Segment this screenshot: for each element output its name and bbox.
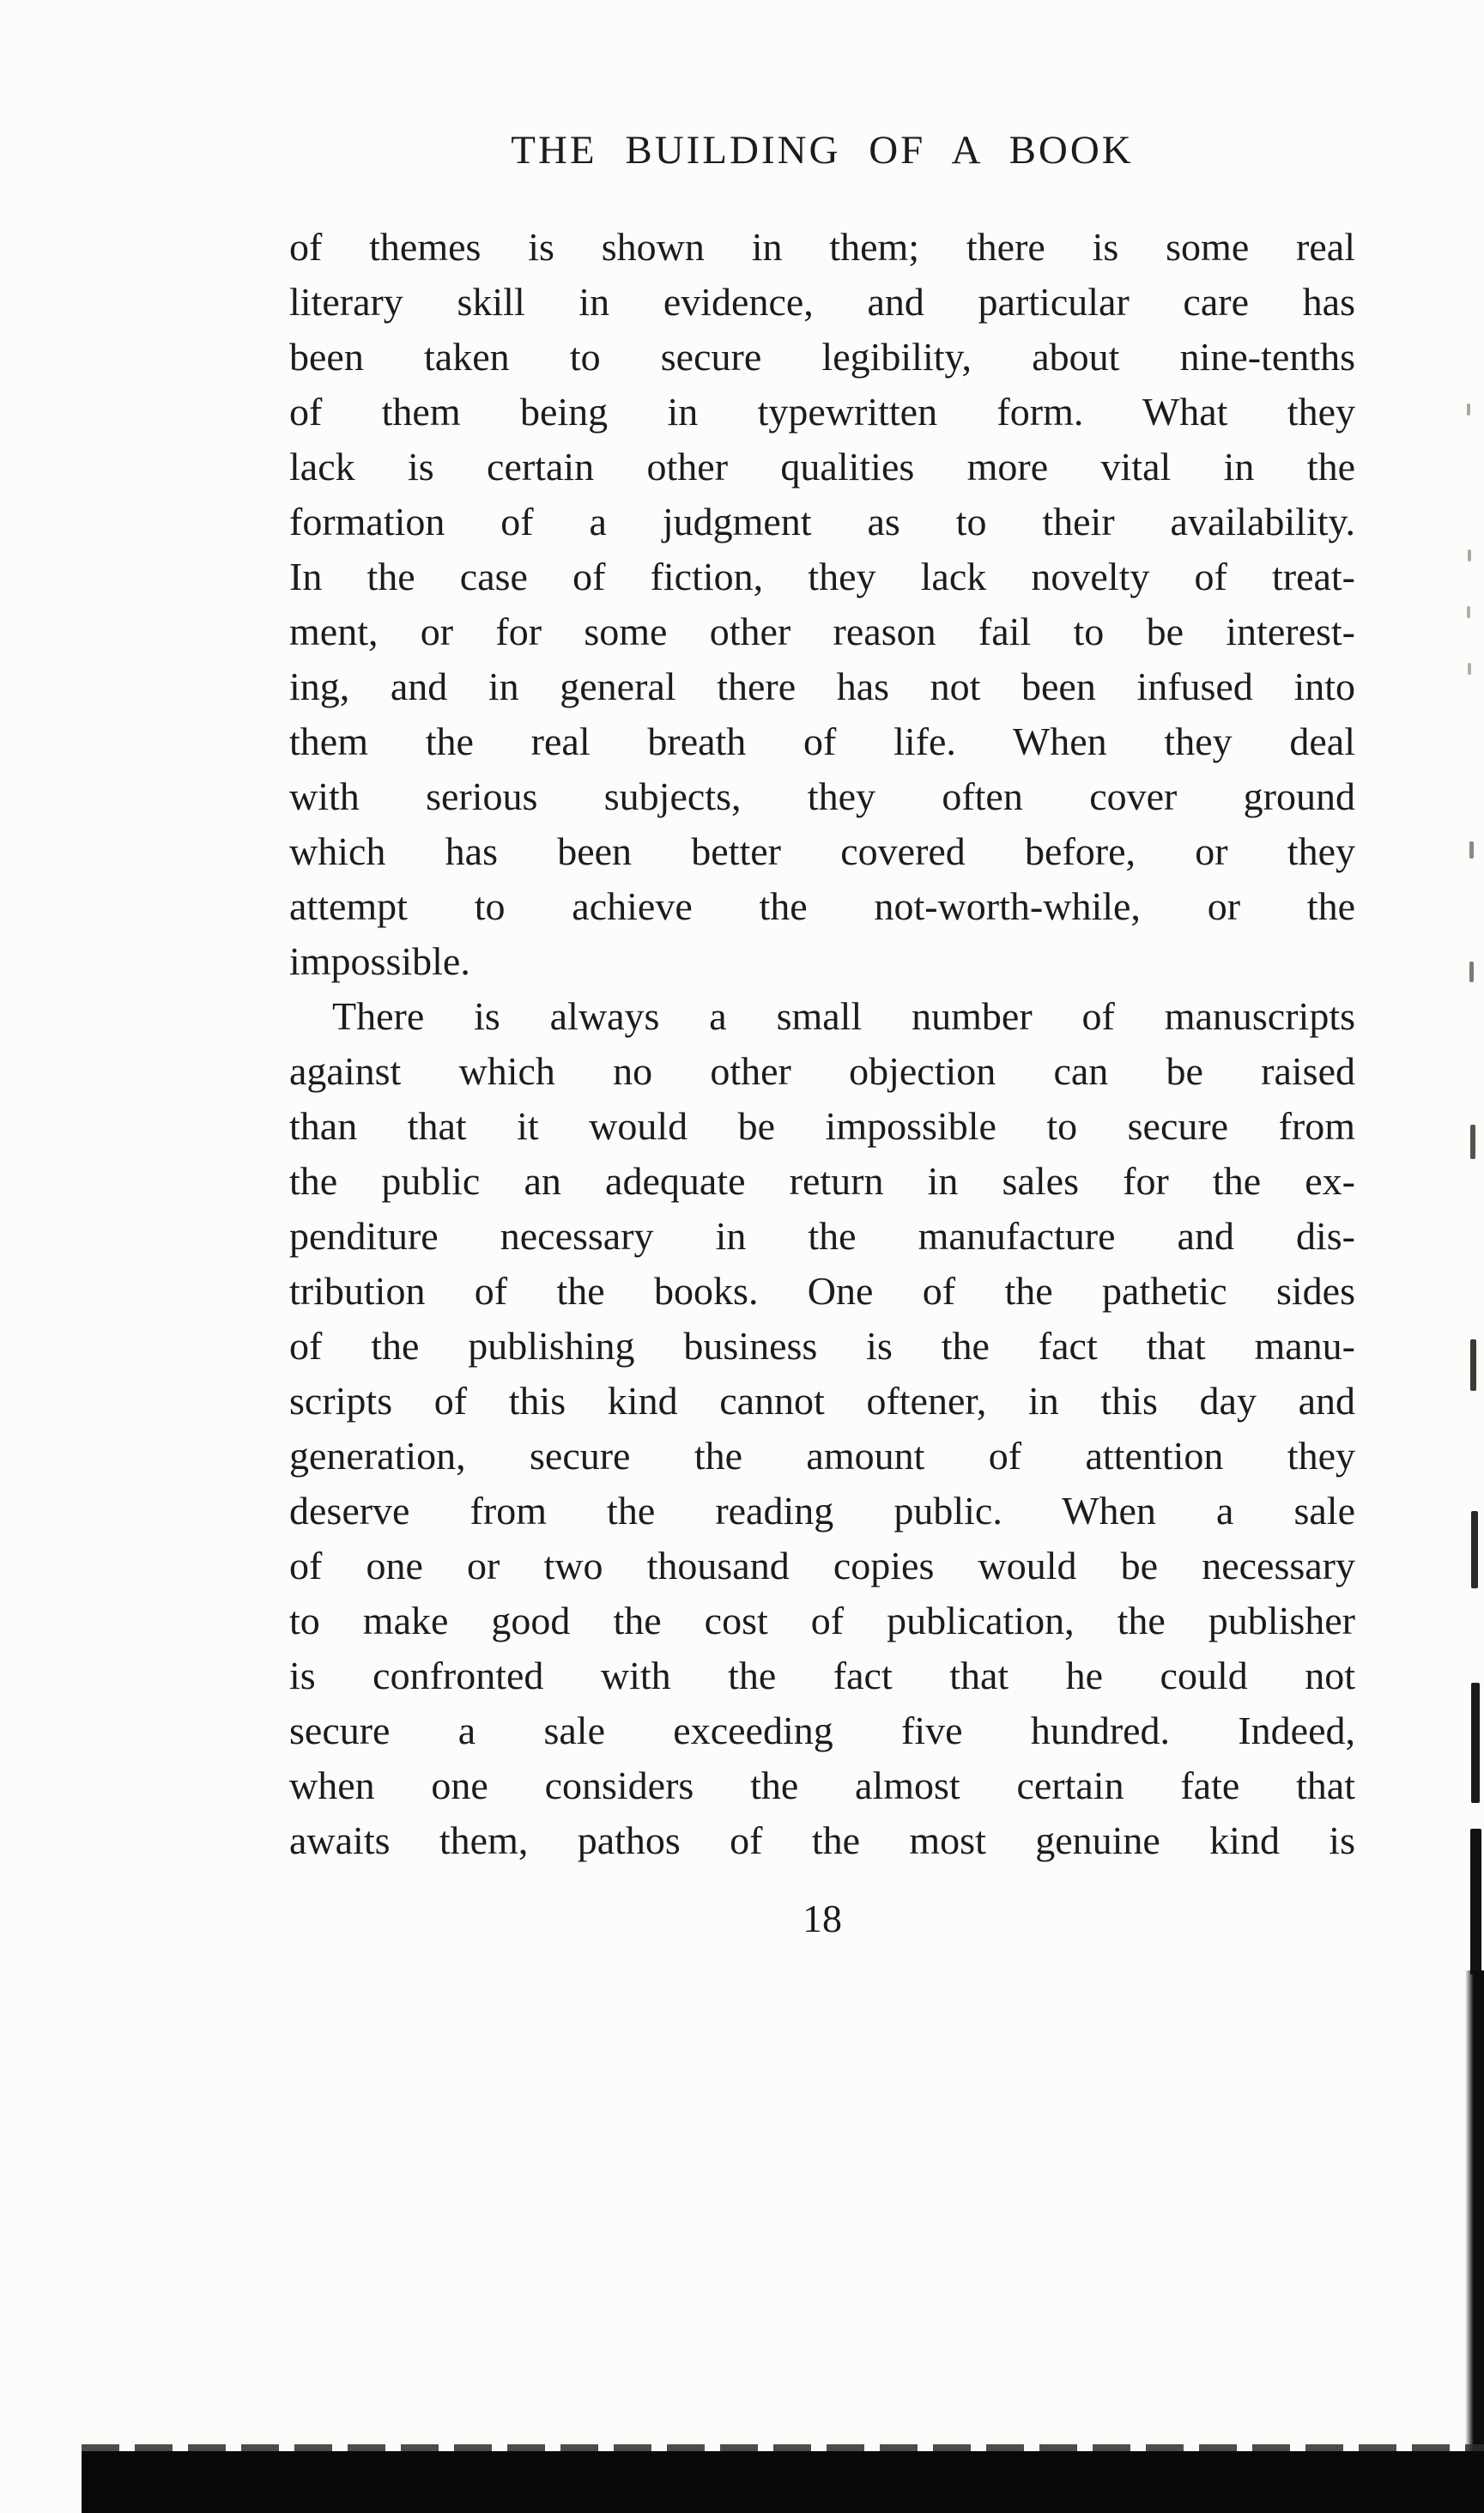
text-line: ing, and in general there has not been infused into	[289, 665, 1355, 708]
scan-artifact	[1468, 549, 1471, 561]
text-line: with serious subjects, they often cover ground	[289, 774, 1355, 818]
text-line: to make good the cost of publication, the publisher	[289, 1599, 1355, 1642]
text-line: which has been better covered before, or they	[289, 829, 1355, 873]
text-line: There is always a small number of manuscripts	[332, 994, 1355, 1038]
text-line: of them being in typewritten form. What they	[289, 390, 1355, 434]
scan-artifact	[1471, 1511, 1478, 1588]
text-line: ment, or for some other reason fail to be interest-	[289, 610, 1355, 653]
scan-artifact	[1467, 606, 1470, 618]
paragraph-2	[289, 989, 1355, 1868]
scan-artifact	[1471, 1683, 1480, 1803]
text-line: the public an adequate return in sales for the ex-	[289, 1159, 1355, 1203]
text-line: generation, secure the amount of attention they	[289, 1434, 1355, 1478]
scan-artifact	[1470, 1339, 1476, 1391]
scan-artifact-right-bar	[1465, 1970, 1484, 2460]
scan-artifact-bottom-bar	[82, 2451, 1484, 2513]
text-line: been taken to secure legibility, about nine-tenths	[289, 335, 1355, 379]
scan-artifact	[1468, 663, 1471, 675]
body-text	[289, 220, 1355, 1868]
scan-artifact	[1469, 962, 1474, 982]
text-line: against which no other objection can be raised	[289, 1049, 1355, 1093]
text-line: In the case of fiction, they lack novelty of treat-	[289, 555, 1355, 598]
text-line: literary skill in evidence, and particular care has	[289, 280, 1355, 324]
page-number: 18	[803, 1897, 842, 1940]
scan-artifact	[1470, 1125, 1475, 1159]
text-line: deserve from the reading public. When a sale	[289, 1489, 1355, 1533]
text-line: tribution of the books. One of the pathetic sides	[289, 1269, 1355, 1313]
paragraph-1	[289, 220, 1355, 989]
text-line: than that it would be impossible to secure from	[289, 1104, 1355, 1148]
text-line: attempt to achieve the not-worth-while, or the	[289, 884, 1355, 928]
text-line: them the real breath of life. When they deal	[289, 719, 1355, 763]
text-line: scripts of this kind cannot oftener, in this day and	[289, 1379, 1355, 1423]
text-line: penditure necessary in the manufacture and dis-	[289, 1214, 1355, 1258]
text-line: formation of a judgment as to their availability.	[289, 500, 1355, 543]
text-line: lack is certain other qualities more vital in the	[289, 445, 1355, 489]
text-line: of the publishing business is the fact that manu-	[289, 1324, 1355, 1368]
text-line: of themes is shown in them; there is some real	[289, 225, 1355, 269]
text-line: is confronted with the fact that he could not	[289, 1654, 1355, 1697]
scan-artifact	[1469, 841, 1474, 859]
text-line: impossible.	[289, 939, 470, 983]
page-header: THE BUILDING OF A BOOK	[511, 128, 1134, 173]
text-line: awaits them, pathos of the most genuine kind is	[289, 1818, 1355, 1862]
text-line: when one considers the almost certain fate that	[289, 1763, 1355, 1807]
scan-artifact	[1467, 404, 1470, 416]
text-line: of one or two thousand copies would be necessary	[289, 1544, 1355, 1587]
scan-artifact	[1470, 1829, 1481, 1975]
text-line: secure a sale exceeding five hundred. Indeed,	[289, 1709, 1355, 1752]
